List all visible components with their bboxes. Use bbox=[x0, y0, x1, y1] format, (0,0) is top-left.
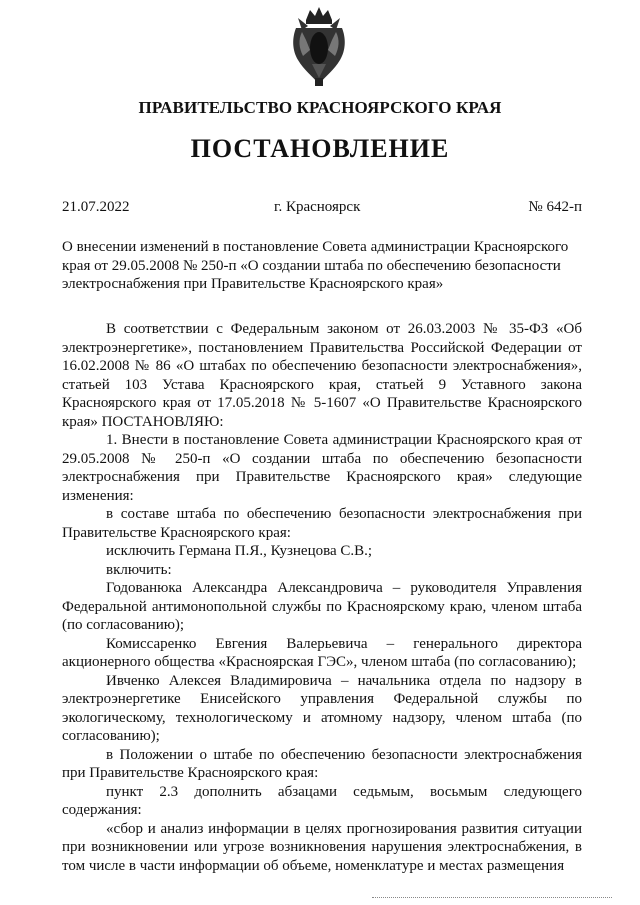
coat-of-arms-emblem bbox=[288, 4, 350, 90]
document-number: № 642-п bbox=[528, 199, 582, 215]
include-paragraph: включить: bbox=[106, 561, 172, 578]
exclude-paragraph: исключить Германа П.Я., Кузнецова С.В.; bbox=[106, 543, 373, 559]
staff-composition-paragraph: в составе штаба по обеспечению безопасности электроснабжения при Правительстве Красноярского края: bbox=[62, 506, 582, 541]
preamble-paragraph: В соответствии с Федеральным законом от 26.03.2003 № 35-ФЗ «Об электроэнергетике», постановлением Правительства Российской Федерации от 16.02.2008 № 86 «О штабах по обеспечению безопасности электроснабжения», статьей 103 Устава Красноярского края, статьей 9 Уставного закона Красноярского края от 17.05.2018 № 5-1607 «О Правительстве Красноярского края» ПОСТАНОВЛЯЮ: bbox=[62, 321, 582, 430]
member-godovanyuk-paragraph: Годованюка Александра Александровича – руководителя Управления Федеральной антимонопольной службы по Красноярскому краю, членом штаба (по согласованию); bbox=[62, 580, 582, 633]
document-type-title: ПОСТАНОВЛЕНИЕ bbox=[190, 134, 450, 163]
document-city: г. Красноярск bbox=[274, 199, 361, 215]
point-2-3-paragraph: пункт 2.3 дополнить абзацами седьмым, восьмым следующего содержания: bbox=[62, 783, 582, 818]
government-title: ПРАВИТЕЛЬСТВО КРАСНОЯРСКОГО КРАЯ bbox=[138, 98, 502, 117]
regulation-paragraph: в Положении о штабе по обеспечению безопасности электроснабжения при Правительстве Красноярского края: bbox=[62, 746, 582, 781]
member-komissarenko-paragraph: Комиссаренко Евгения Валерьевича – генерального директора акционерного общества «Красноярская ГЭС», членом штаба (по согласованию); bbox=[62, 635, 582, 670]
quoted-addition-paragraph: «сбор и анализ информации в целях прогнозирования развития ситуации при возникновении или угрозе возникновения нарушения электроснабжения, в том числе в части информации об объеме, номенклатуре и местах размещения bbox=[62, 820, 582, 874]
document-subject: О внесении изменений в постановление Совета администрации Красноярского края от 29.05.2008 № 250-п «О создании штаба по обеспечению безопасности электроснабжения при Правительстве Красноярского края» bbox=[62, 239, 569, 292]
document-body bbox=[62, 320, 582, 875]
document-date: 21.07.2022 bbox=[62, 199, 130, 215]
scan-edge-mark bbox=[372, 897, 612, 902]
member-ivchenko-paragraph: Ивченко Алексея Владимировича – начальника отдела по надзору в электроэнергетике Енисейского управления Федеральной службы по экологическому, технологическому и атомному надзору, членом штаба (по согласованию); bbox=[62, 672, 582, 744]
clause-1-paragraph: 1. Внести в постановление Совета администрации Красноярского края от 29.05.2008 № 250-п «О создании штаба по обеспечению безопасности электроснабжения при Правительстве Красноярского края» следующие изменения: bbox=[62, 432, 582, 504]
